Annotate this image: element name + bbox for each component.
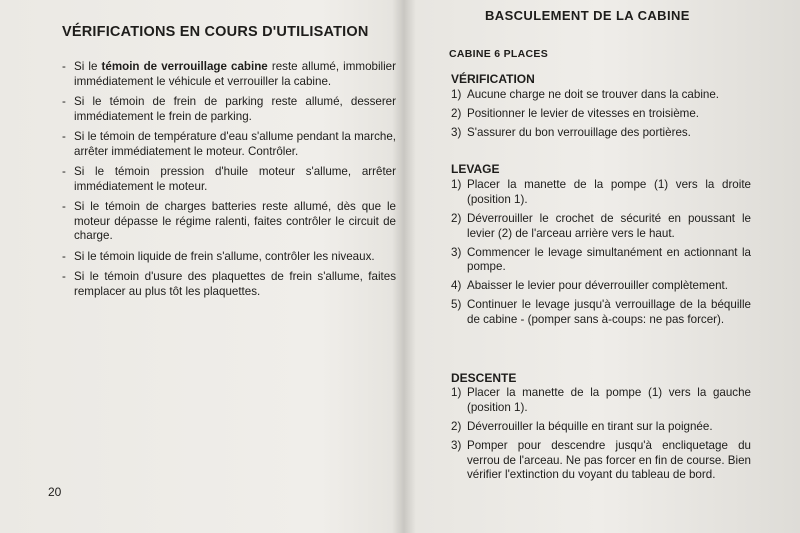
levage-step-3 (451, 246, 751, 276)
step-text: Placer la manette de la pompe (1) vers la gauche (position 1). (467, 386, 751, 414)
right-page-subtitle: CABINE 6 PLACES (449, 48, 549, 60)
step-number: 3) (451, 438, 462, 452)
verification-steps (451, 88, 751, 145)
step-number: 1) (451, 88, 462, 101)
page-number: 20 (48, 485, 62, 499)
descente-step-1 (451, 386, 751, 416)
step-number: 2) (451, 211, 462, 225)
check-item-text: reste allumé, immobilier immédiatement le véhicule et verrouiller la cabine. (74, 60, 396, 88)
step-number: 1) (451, 178, 462, 191)
check-list (62, 60, 396, 305)
levage-steps (451, 178, 751, 332)
left-page-title: VÉRIFICATIONS EN COURS D'UTILISATION (62, 24, 369, 40)
check-item-text: Si le témoin liquide de frein s'allume, contrôler les niveaux. (74, 249, 375, 263)
descente-steps (451, 386, 751, 487)
step-text: Aucune charge ne doit se trouver dans la cabine. (467, 88, 720, 101)
check-item-3 (62, 130, 396, 159)
step-text: Déverrouiller le crochet de sécurité en poussant le levier (2) de l'arceau arrière vers le haut. (467, 211, 751, 240)
check-item-text: Si le témoin de température d'eau s'allume pendant la marche, arrêter immédiatement le moteur. Contrôler. (74, 129, 396, 158)
step-number: 2) (451, 106, 462, 120)
check-item-7 (62, 270, 396, 299)
check-item-6 (62, 250, 396, 265)
check-item-1 (62, 60, 396, 89)
step-text: Déverrouiller la béquille en tirant sur la poignée. (467, 419, 713, 433)
check-item-4 (62, 165, 396, 194)
check-item-2 (62, 95, 396, 124)
step-number: 2) (451, 419, 462, 433)
step-text: Pomper pour descendre jusqu'à encliquetage du verrou de l'arceau. Ne pas forcer en fin de course. Bien vérifier l'extinction du voyant du tableau de bord. (467, 438, 751, 482)
right-page (405, 0, 800, 533)
step-number: 3) (451, 125, 462, 139)
step-text: Positionner le levier de vitesses en troisième. (467, 106, 699, 120)
check-item-bold: témoin de verrouillage cabine (101, 60, 268, 73)
step-text: S'assurer du bon verrouillage des portières. (467, 125, 691, 139)
step-text: Placer la manette de la pompe (1) vers la droite (position 1). (467, 178, 751, 206)
right-page-title: BASCULEMENT DE LA CABINE (485, 8, 690, 23)
levage-step-1 (451, 178, 751, 208)
check-item-text: Si le témoin de charges batteries reste allumé, dès que le moteur dépasse le régime ralenti, faites contrôler le circuit de charge. (74, 199, 396, 243)
check-item-text: Si le témoin de frein de parking reste allumé, desserer immédiatement le frein de parking. (74, 94, 396, 123)
descente-heading: DESCENTE (451, 371, 517, 385)
step-text: Commencer le levage simultanément en actionnant la pompe. (467, 245, 751, 274)
step-number: 3) (451, 245, 462, 259)
levage-step-4 (451, 279, 751, 294)
verification-step-1 (451, 88, 751, 103)
step-text: Abaisser le levier pour déverrouiller complètement. (467, 279, 728, 293)
step-number: 1) (451, 386, 462, 399)
levage-step-2 (451, 212, 751, 242)
step-number: 4) (451, 279, 462, 293)
descente-step-2 (451, 420, 751, 435)
check-item-text: Si le témoin pression d'huile moteur s'allume, arrêter immédiatement le moteur. (74, 164, 396, 193)
levage-step-5 (451, 298, 751, 328)
check-item-text: Si le témoin d'usure des plaquettes de frein s'allume, faites remplacer au plus tôt les plaquettes. (74, 269, 396, 298)
verification-step-2 (451, 107, 751, 122)
levage-heading: LEVAGE (451, 162, 500, 176)
check-item-prefix: Si le (74, 60, 102, 73)
verification-heading: VÉRIFICATION (451, 72, 535, 86)
check-item-5 (62, 200, 396, 244)
descente-step-3 (451, 439, 751, 483)
verification-step-3 (451, 126, 751, 141)
step-text: Continuer le levage jusqu'à verrouillage de la béquille de cabine - (pomper sans à-coups: ne pas forcer). (467, 298, 751, 327)
step-number: 5) (451, 298, 462, 312)
